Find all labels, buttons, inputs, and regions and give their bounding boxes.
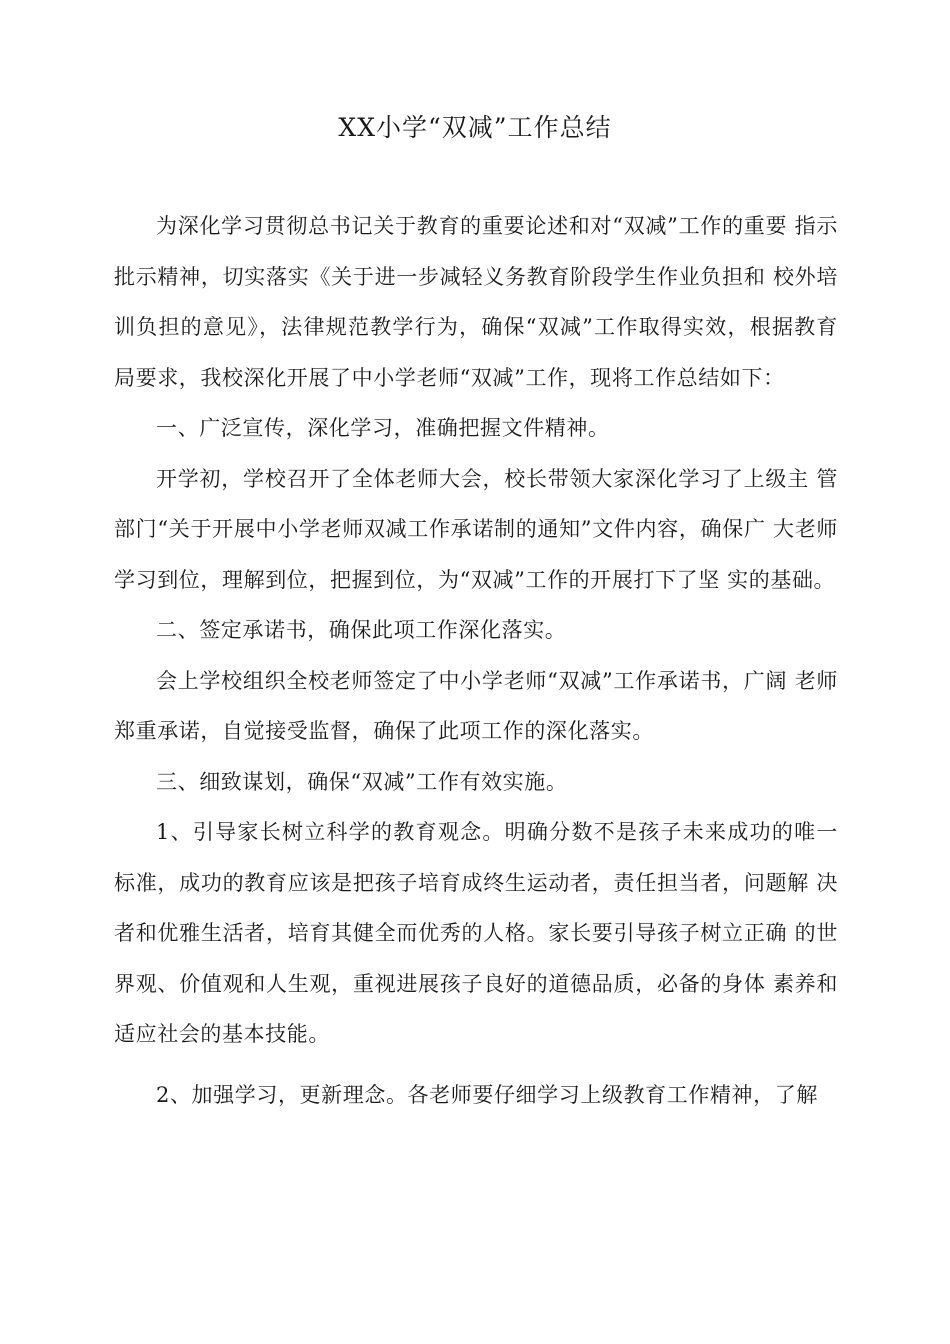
paragraph-intro: 为深化学习贯彻总书记关于教育的重要论述和对“双减”工作的重要 指示批示精神，切实落实《关于进一步减轻义务教育阶段学生作业负担和 校外培训负担的意见》，法律规范教学行为，确保“双减”工作取得实效，根据教育局要求，我校深化开展了中小学老师“双减”工作，现将工作总结如下： — [114, 214, 838, 390]
paragraph-item-1: 1、引导家长树立科学的教育观念。明确分数不是孩子未来成功的唯一标准，成功的教育应该是把孩子培育成终生运动者，责任担当者，问题解 决者和优雅生活者，培育其健全而优秀的人格。家长要引导孩子树立正确 的世界观、价值观和人生观，重视进展孩子良好的道德品质，必备的身体 素养和适应社会的基本技能。 — [114, 820, 838, 1046]
paragraph-section-1: 开学初，学校召开了全体老师大会，校长带领大家深化学习了上级主 管部门“关于开展中小学老师双减工作承诺制的通知”文件内容，确保广 大老师学习到位，理解到位，把握到位，为“双减”工作的开展打下了坚 实的基础。 — [114, 466, 838, 592]
paragraph-item-2: 2、加强学习，更新理念。各老师要仔细学习上级教育工作精神，了解 — [156, 1082, 818, 1107]
paragraph-section-2: 会上学校组织全校老师签定了中小学老师“双减”工作承诺书，广阔 老师郑重承诺，自觉接受监督，确保了此项工作的深化落实。 — [114, 668, 838, 743]
document-body — [114, 201, 838, 1120]
document-title: XX小学“双减”工作总结 — [338, 113, 612, 142]
section-heading-2: 二、签定承诺书，确保此项工作深化落实。 — [156, 618, 567, 642]
section-heading-1: 一、广泛宣传，深化学习，准确把握文件精神。 — [156, 416, 610, 440]
section-heading-3: 三、细致谋划，确保“双减”工作有效实施。 — [156, 769, 568, 794]
